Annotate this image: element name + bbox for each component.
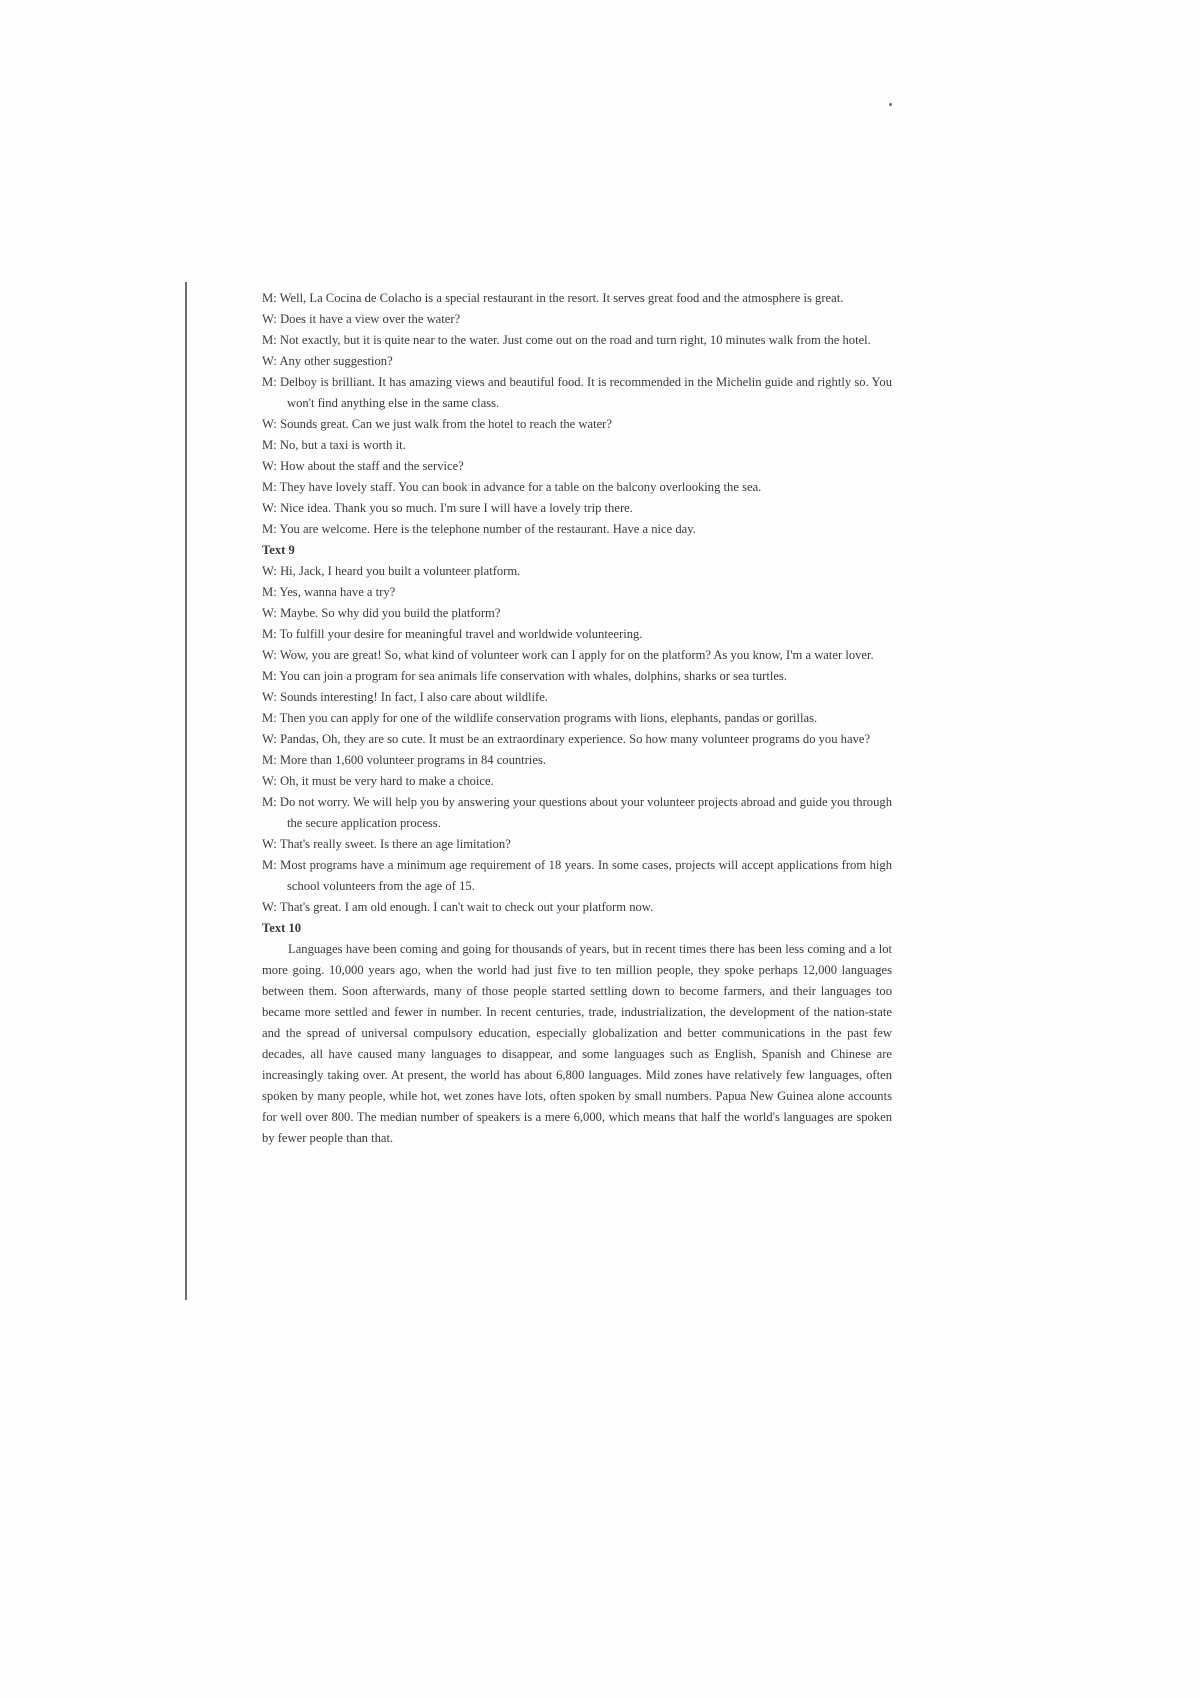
dialogue-line: W: Pandas, Oh, they are so cute. It must be an extraordinary experience. So how many volunteer programs do you have? <box>262 732 871 746</box>
passage-paragraph: Languages have been coming and going for thousands of years, but in recent times there has been less coming and a lot more going. 10,000 years ago, when the world had just five to ten million people, they spoke perhaps 12,000 languages between them. Soon afterwards, many of those people started settling down to become farmers, and their languages too became more settled and fewer in number. In recent centuries, trade, industrialization, the development of the nation-state and the spread of universal compulsory education, especially globalization and better communications in the past few decades, all have caused many languages to disappear, and some languages such as English, Spanish and Chinese are increasingly taking over. At present, the world has about 6,800 languages. Mild zones have relatively few languages, often spoken by many people, while hot, wet zones have lots, often spoken by small numbers. Papua New Guinea alone accounts for well over 800. The median number of speakers is a mere 6,000, which means that half the world's languages are spoken by fewer people than that. <box>262 942 892 1145</box>
dialogue-line: M: Well, La Cocina de Colacho is a special restaurant in the resort. It serves great food and the atmosphere is great. <box>262 291 844 305</box>
margin-rule <box>185 282 187 1300</box>
dialogue-line: W: Sounds great. Can we just walk from the hotel to reach the water? <box>262 417 612 431</box>
dialogue-line: M: Then you can apply for one of the wildlife conservation programs with lions, elephants, pandas or gorillas. <box>262 711 818 725</box>
dialogue-line: M: Delboy is brilliant. It has amazing views and beautiful food. It is recommended in the Michelin guide and rightly so. You won't find anything else in the same class. <box>262 375 892 410</box>
section-heading: Text 9 <box>262 543 295 557</box>
dialogue-line: W: Oh, it must be very hard to make a choice. <box>262 774 494 788</box>
dialogue-line: M: They have lovely staff. You can book in advance for a table on the balcony overlooking the sea. <box>262 480 762 494</box>
section-heading: Text 10 <box>262 921 302 935</box>
dialogue-line: M: Not exactly, but it is quite near to the water. Just come out on the road and turn right, 10 minutes walk from the hotel. <box>262 333 871 347</box>
dialogue-line: M: To fulfill your desire for meaningful travel and worldwide volunteering. <box>262 627 643 641</box>
dialogue-line: M: You are welcome. Here is the telephone number of the restaurant. Have a nice day. <box>262 522 696 536</box>
dialogue-line: M: No, but a taxi is worth it. <box>262 438 406 452</box>
transcript-content <box>262 288 892 1149</box>
dialogue-line: W: Nice idea. Thank you so much. I'm sure I will have a lovely trip there. <box>262 501 633 515</box>
dialogue-line: W: Does it have a view over the water? <box>262 312 461 326</box>
dialogue-line: M: More than 1,600 volunteer programs in 84 countries. <box>262 753 547 767</box>
dialogue-line: W: Wow, you are great! So, what kind of volunteer work can I apply for on the platform? As you know, I'm a water lover. <box>262 648 874 662</box>
dialogue-line: W: How about the staff and the service? <box>262 459 464 473</box>
dialogue-line: W: Hi, Jack, I heard you built a volunteer platform. <box>262 564 521 578</box>
dialogue-line: W: Sounds interesting! In fact, I also care about wildlife. <box>262 690 548 704</box>
dialogue-line: W: Any other suggestion? <box>262 354 393 368</box>
dialogue-line: W: That's really sweet. Is there an age limitation? <box>262 837 511 851</box>
dialogue-line: M: Yes, wanna have a try? <box>262 585 396 599</box>
dialogue-line: M: You can join a program for sea animals life conservation with whales, dolphins, sharks or sea turtles. <box>262 669 787 683</box>
dialogue-line: W: Maybe. So why did you build the platform? <box>262 606 501 620</box>
scan-dot <box>889 103 892 106</box>
dialogue-line: M: Do not worry. We will help you by answering your questions about your volunteer projects abroad and guide you through the secure application process. <box>262 795 892 830</box>
dialogue-line: W: That's great. I am old enough. I can't wait to check out your platform now. <box>262 900 654 914</box>
dialogue-line: M: Most programs have a minimum age requirement of 18 years. In some cases, projects will accept applications from high school volunteers from the age of 15. <box>262 858 892 893</box>
